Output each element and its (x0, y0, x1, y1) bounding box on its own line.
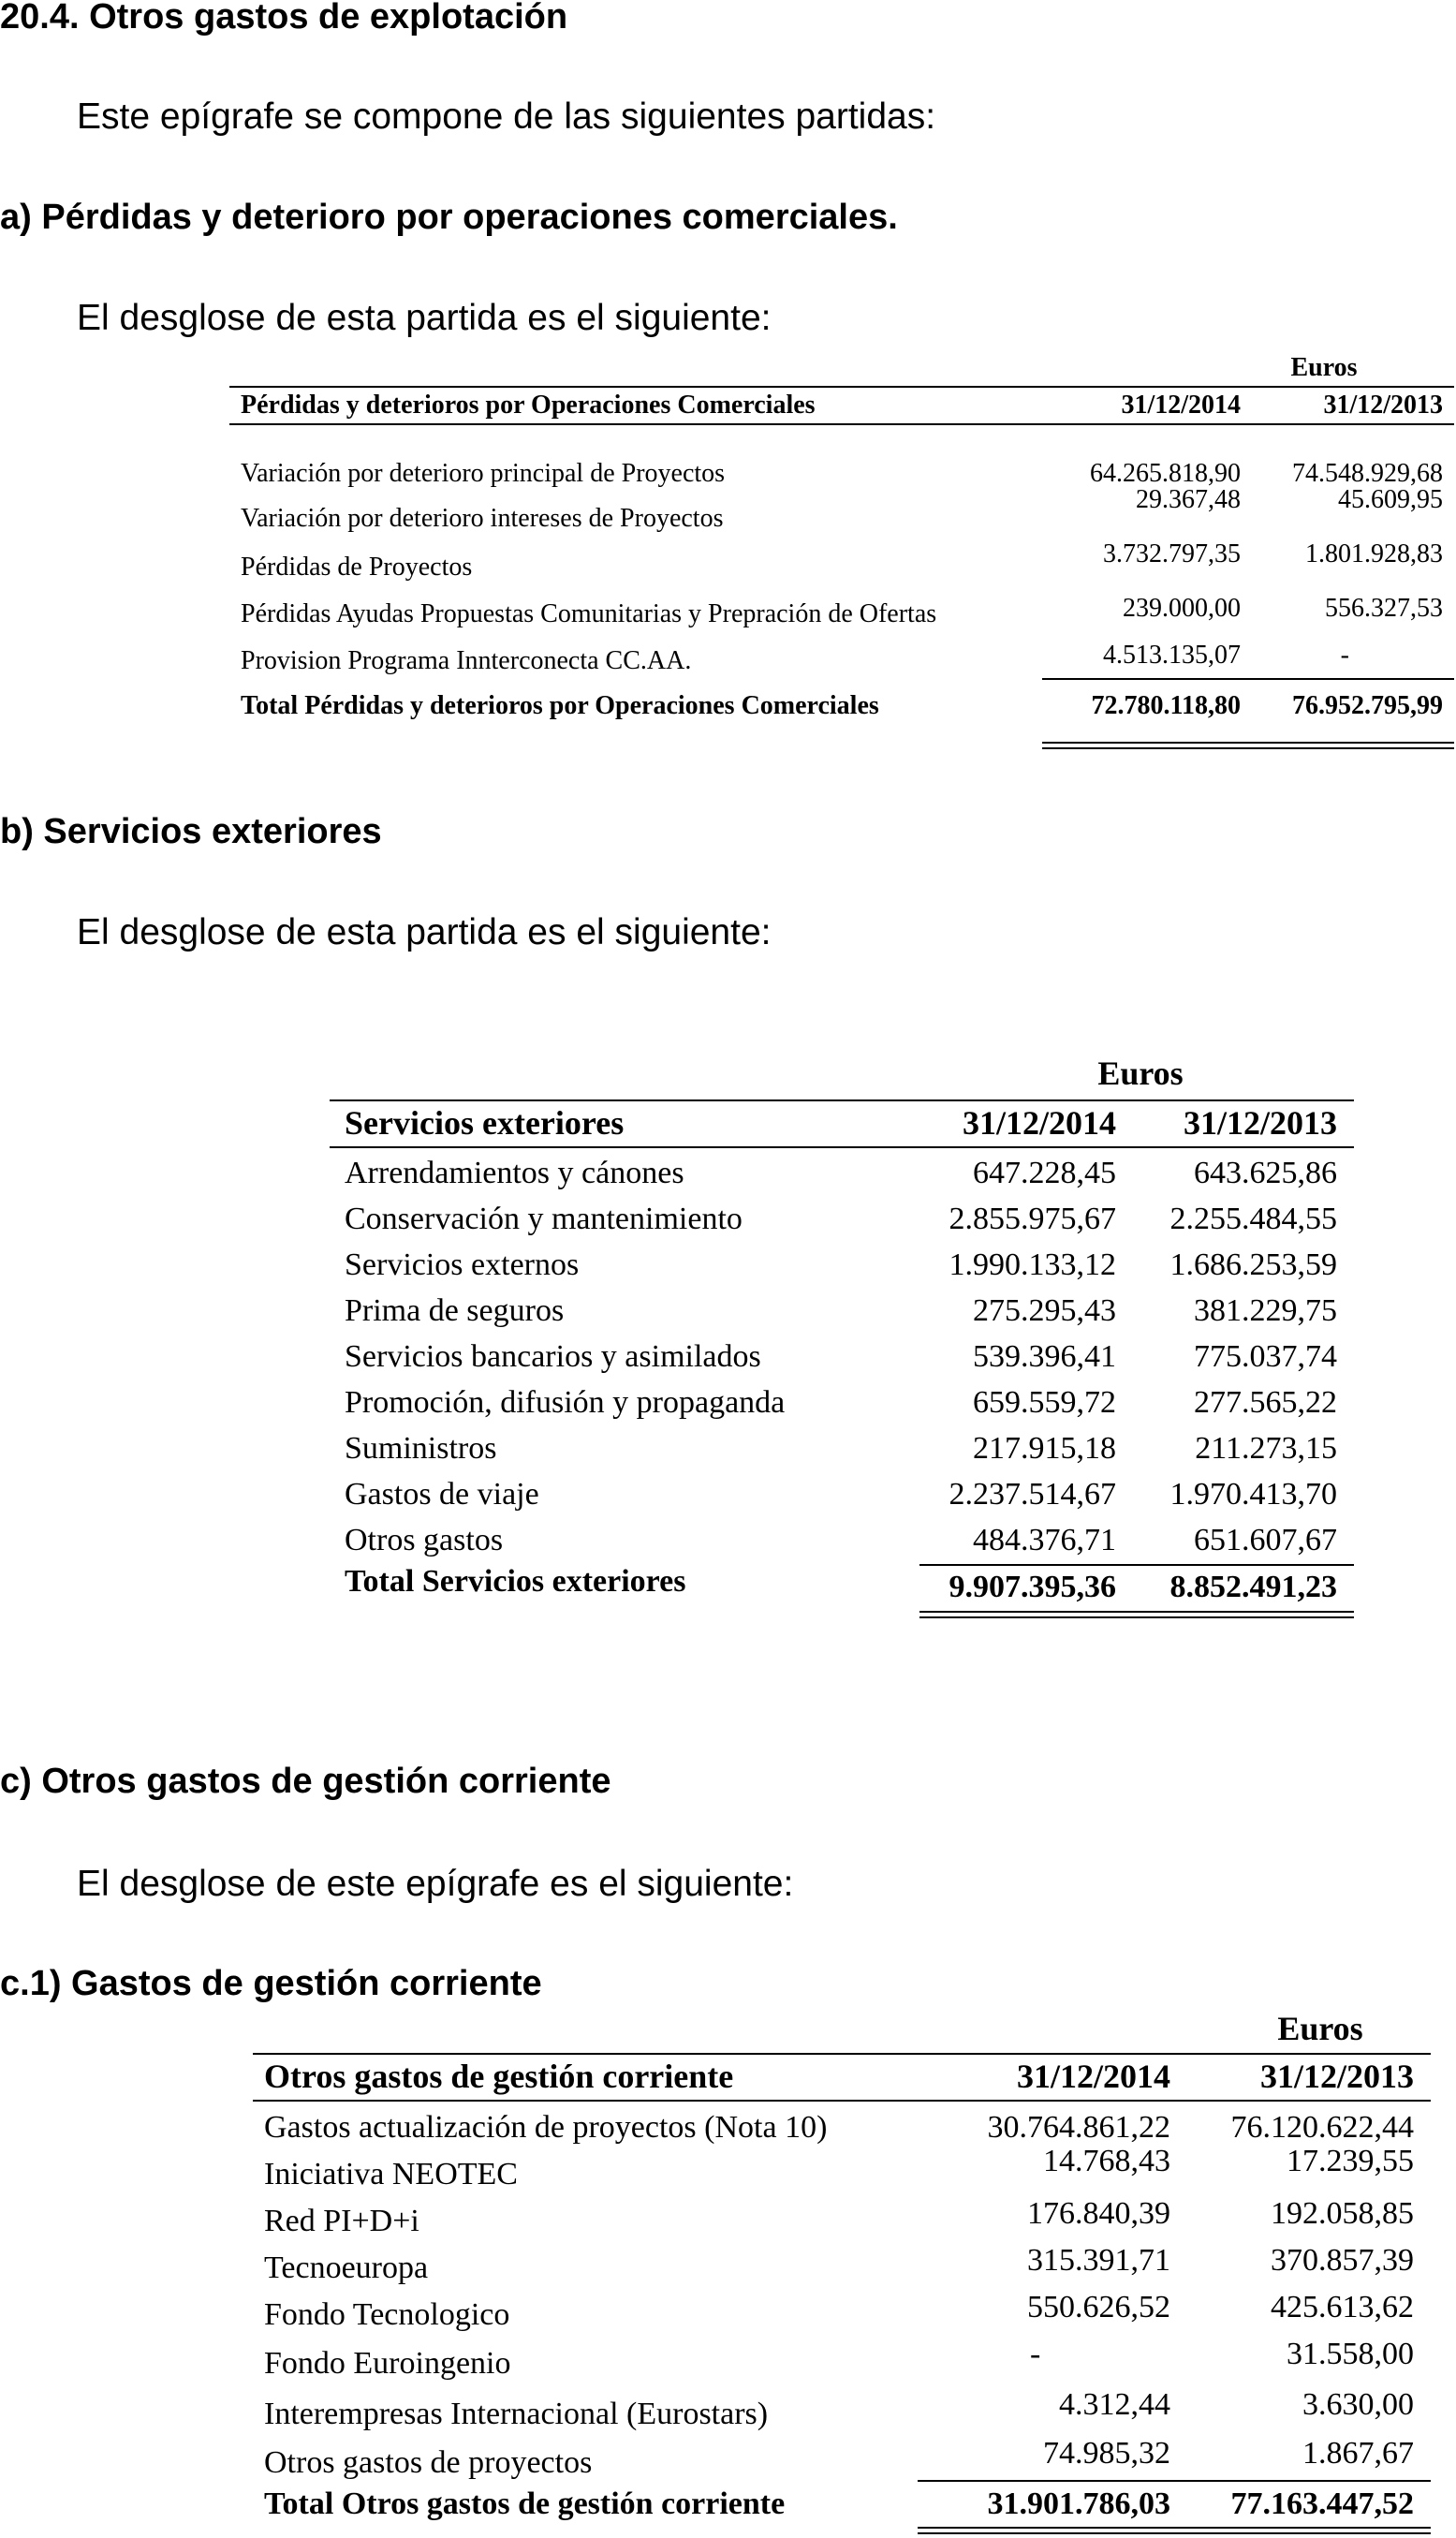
table-row (229, 641, 1454, 674)
table-row (253, 2287, 1431, 2332)
row-concept: Red PI+D+i (264, 2204, 419, 2238)
row-value-2013: 17.239,55 (1287, 2144, 1414, 2178)
table-total-top-rule (918, 2480, 1431, 2482)
total-value-2013: 77.163.447,52 (1230, 2486, 1414, 2521)
table-row (253, 2334, 1431, 2381)
total-value-2013: 8.852.491,23 (1169, 1570, 1337, 1604)
row-value-2014: 4.312,44 (1059, 2387, 1170, 2422)
total-value-2014: 72.780.118,80 (1091, 691, 1241, 720)
table-header-concept: Pérdidas y deterioros por Operaciones Comerciales (241, 391, 816, 420)
row-value-2013: 211.273,15 (1195, 1431, 1337, 1466)
row-value-2014: 29.367,48 (1136, 485, 1241, 514)
table-header-2013: 31/12/2013 (1323, 391, 1443, 420)
row-value-2014: 4.513.135,07 (1103, 641, 1241, 670)
row-concept: Conservación y mantenimiento (345, 1202, 743, 1236)
row-value-2013: 1.801.928,83 (1305, 539, 1443, 568)
row-concept: Pérdidas Ayudas Propuestas Comunitarias y Prepración de Ofertas (241, 599, 937, 628)
row-value-2014: 539.396,41 (973, 1339, 1116, 1374)
table-row (229, 594, 1454, 627)
table-row (330, 1335, 1354, 1379)
row-value-2013-dash: - (1340, 641, 1349, 670)
row-value-2014: 30.764.861,22 (987, 2110, 1170, 2145)
row-value-2013: 76.120.622,44 (1230, 2110, 1414, 2145)
table-row (253, 2193, 1431, 2238)
table-row (330, 1473, 1354, 1516)
table-header-bottom-rule (253, 2100, 1431, 2102)
section-c1-heading: c.1) Gastos de gestión corriente (0, 1964, 542, 2003)
row-value-2014: 14.768,43 (1043, 2144, 1170, 2178)
row-value-2013: 1.970.413,70 (1169, 1477, 1337, 1512)
row-value-2013: 775.037,74 (1194, 1339, 1337, 1374)
row-concept: Prima de seguros (345, 1293, 565, 1328)
row-value-2014: - (1030, 2337, 1041, 2371)
row-concept: Fondo Euroingenio (264, 2346, 511, 2381)
row-value-2013: 425.613,62 (1271, 2290, 1414, 2324)
table-row (330, 1519, 1354, 1562)
table-header-bottom-rule (330, 1146, 1354, 1148)
row-value-2013: 2.255.484,55 (1169, 1202, 1337, 1236)
row-concept: Fondo Tecnologico (264, 2297, 510, 2332)
section-b-intro: El desglose de esta partida es el siguiente: (77, 912, 772, 952)
table-otros-gastos-gestion (253, 2010, 1431, 2538)
table-header-2013: 31/12/2013 (1183, 1104, 1337, 1142)
row-concept: Provision Programa Innterconecta CC.AA. (241, 646, 692, 675)
section-c-intro: El desglose de este epígrafe es el siguiente: (77, 1864, 794, 1904)
row-concept: Promoción, difusión y propaganda (345, 1385, 786, 1420)
table-header-concept: Otros gastos de gestión corriente (264, 2058, 734, 2095)
table-row (253, 2141, 1431, 2191)
row-value-2013: 192.058,85 (1271, 2196, 1414, 2231)
row-value-2013: 3.630,00 (1302, 2387, 1414, 2422)
row-value-2013: 277.565,22 (1194, 1385, 1337, 1420)
row-value-2014: 217.915,18 (973, 1431, 1116, 1466)
row-concept: Suministros (345, 1431, 497, 1466)
table-total-row (229, 691, 1454, 725)
table-total-top-rule (1042, 678, 1454, 680)
row-value-2014: 659.559,72 (973, 1385, 1116, 1420)
table-header-2014: 31/12/2014 (1121, 391, 1241, 420)
row-value-2013: 643.625,86 (1194, 1156, 1337, 1190)
table-row (330, 1244, 1354, 1287)
row-value-2013: 45.609,95 (1338, 485, 1443, 514)
row-concept: Gastos actualización de proyectos (Nota 10) (264, 2110, 828, 2145)
table-row (330, 1381, 1354, 1424)
table-header-top-rule (253, 2053, 1431, 2055)
row-value-2014: 647.228,45 (973, 1156, 1116, 1190)
table-row (253, 2384, 1431, 2431)
row-concept: Tecnoeuropa (264, 2250, 429, 2285)
section-a-intro: El desglose de esta partida es el siguiente: (77, 298, 772, 338)
row-value-2013: 1.867,67 (1302, 2436, 1414, 2471)
total-concept: Total Otros gastos de gestión corriente (264, 2486, 786, 2521)
table-row (330, 1152, 1354, 1195)
row-value-2014: 484.376,71 (973, 1523, 1116, 1557)
row-concept: Gastos de viaje (345, 1477, 539, 1512)
row-value-2014: 2.855.975,67 (949, 1202, 1116, 1236)
row-concept: Otros gastos de proyectos (264, 2445, 593, 2480)
table-header-top-rule (330, 1099, 1354, 1101)
total-value-2014: 31.901.786,03 (987, 2486, 1170, 2521)
table-unit-label: Euros (1097, 1055, 1184, 1092)
total-value-2013: 76.952.795,99 (1292, 691, 1443, 720)
section-b-heading: b) Servicios exteriores (0, 812, 382, 851)
row-value-2014: 74.985,32 (1043, 2436, 1170, 2471)
row-concept: Variación por deterioro principal de Proyectos (241, 459, 726, 488)
row-value-2014: 176.840,39 (1027, 2196, 1170, 2231)
table-row (229, 539, 1454, 582)
total-concept: Total Pérdidas y deterioros por Operaciones Comerciales (241, 691, 879, 720)
row-value-2014: 3.732.797,35 (1103, 539, 1241, 568)
row-concept: Variación por deterioro intereses de Proyectos (241, 504, 724, 533)
table-header-2014: 31/12/2014 (1016, 2058, 1170, 2095)
table-total-row (330, 1566, 1354, 1609)
row-concept: Pérdidas de Proyectos (241, 553, 473, 582)
row-concept: Otros gastos (345, 1523, 504, 1557)
table-header-bottom-rule (229, 423, 1454, 425)
row-concept: Arrendamientos y cánones (345, 1156, 684, 1190)
row-value-2013: 651.607,67 (1194, 1523, 1337, 1557)
table-servicios-exteriores (330, 1055, 1354, 1628)
table-header-top-rule (229, 386, 1454, 388)
table-row (330, 1290, 1354, 1333)
table-unit-label: Euros (1277, 2010, 1363, 2047)
row-concept: Iniciativa NEOTEC (264, 2157, 518, 2191)
row-value-2013: 556.327,53 (1325, 594, 1443, 623)
table-total-double-rule (919, 1611, 1354, 1618)
row-value-2014: 2.237.514,67 (949, 1477, 1116, 1512)
section-heading-20-4: 20.4. Otros gastos de explotación (0, 0, 568, 37)
table-header-2014: 31/12/2014 (962, 1104, 1116, 1142)
table-perdidas-deterioro (229, 348, 1454, 760)
table-total-double-rule (1042, 742, 1454, 749)
row-concept: Servicios externos (345, 1247, 580, 1282)
row-value-2014: 550.626,52 (1027, 2290, 1170, 2324)
row-value-2013: 74.548.929,68 (1292, 459, 1443, 488)
table-row (253, 2433, 1431, 2480)
table-row (330, 1427, 1354, 1470)
total-value-2014: 9.907.395,36 (949, 1570, 1116, 1604)
row-value-2013: 31.558,00 (1287, 2337, 1414, 2371)
intro-text: Este epígrafe se compone de las siguientes partidas: (77, 96, 936, 137)
table-row (229, 485, 1454, 533)
row-concept: Servicios bancarios y asimilados (345, 1339, 761, 1374)
table-row (330, 1198, 1354, 1241)
row-value-2013: 370.857,39 (1271, 2243, 1414, 2278)
total-concept: Total Servicios exteriores (345, 1564, 686, 1599)
table-header-concept: Servicios exteriores (345, 1104, 625, 1142)
row-value-2014: 1.990.133,12 (949, 1247, 1116, 1282)
table-unit-label: Euros (1290, 353, 1358, 382)
row-value-2014: 239.000,00 (1123, 594, 1241, 623)
row-value-2014: 275.295,43 (973, 1293, 1116, 1328)
row-value-2014: 315.391,71 (1027, 2243, 1170, 2278)
table-row (253, 2240, 1431, 2285)
section-c-heading: c) Otros gastos de gestión corriente (0, 1762, 611, 1801)
table-total-double-rule (918, 2527, 1431, 2534)
row-concept: Interempresas Internacional (Eurostars) (264, 2397, 769, 2431)
row-value-2013: 381.229,75 (1194, 1293, 1337, 1328)
row-value-2014: 64.265.818,90 (1090, 459, 1241, 488)
table-total-row (253, 2484, 1431, 2525)
table-header-2013: 31/12/2013 (1259, 2058, 1414, 2095)
section-a-heading: a) Pérdidas y deterioro por operaciones comerciales. (0, 198, 898, 237)
row-value-2013: 1.686.253,59 (1169, 1247, 1337, 1282)
